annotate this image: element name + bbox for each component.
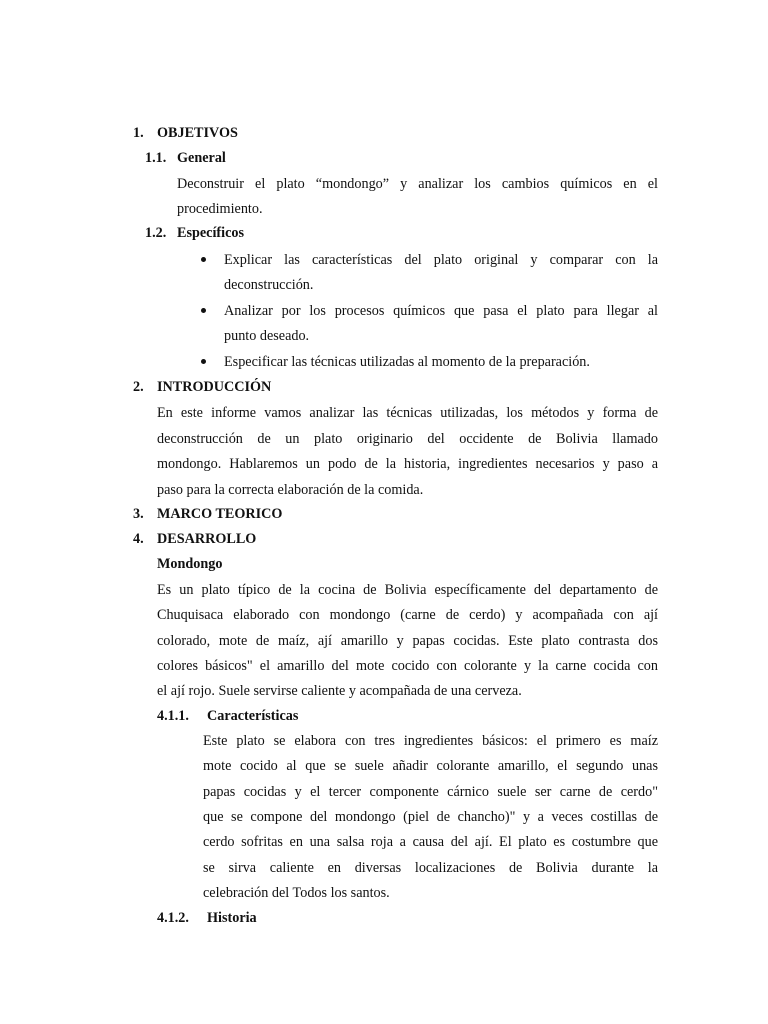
subheading-caracteristicas: Características (207, 708, 299, 724)
caracteristicas-text-line: mote cocido al que se suele añadir colorante amarillo, el segundo unas (203, 758, 658, 774)
caracteristicas-text-line: celebración del Todos los santos. (203, 885, 390, 901)
caracteristicas-text-line: cerdo sofritas en una salsa roja a causa del ají. El plato es costumbre que (203, 834, 658, 850)
heading-desarrollo-number: 4. (133, 531, 144, 547)
especifico-item-line: Explicar las características del plato original y comparar con la (224, 252, 658, 268)
subheading-especificos: Específicos (177, 225, 244, 241)
heading-objetivos-number: 1. (133, 125, 144, 141)
heading-objetivos: OBJETIVOS (157, 125, 238, 141)
especifico-item-line: deconstrucción. (224, 277, 314, 293)
heading-marco-teorico: MARCO TEORICO (157, 506, 283, 522)
subheading-historia-number: 4.1.2. (157, 910, 189, 926)
especifico-item-line: Especificar las técnicas utilizadas al momento de la preparación. (224, 354, 590, 370)
general-text-line: procedimiento. (177, 201, 263, 217)
introduccion-text-line: paso para la correcta elaboración de la comida. (157, 482, 424, 498)
introduccion-text-line: mondongo. Hablaremos un podo de la historia, ingredientes necesarios y paso a (157, 456, 658, 472)
introduccion-text-line: En este informe vamos analizar las técnicas utilizadas, los métodos y forma de (157, 405, 658, 421)
subheading-especificos-number: 1.2. (145, 225, 167, 241)
bullet-icon (201, 257, 206, 262)
caracteristicas-text-line: Este plato se elabora con tres ingredientes básicos: el primero es maíz (203, 733, 658, 749)
desarrollo-text-line: Es un plato típico de la cocina de Bolivia específicamente del departamento de (157, 582, 658, 598)
caracteristicas-text-line: papas cocidas y el tercer componente cárnico suele ser carne de cerdo" (203, 784, 658, 800)
desarrollo-text-line: colores básicos" el amarillo del mote cocido con colorante y la carne cocida con (157, 658, 658, 674)
heading-desarrollo: DESARROLLO (157, 531, 257, 547)
introduccion-text-line: deconstrucción de un plato originario del occidente de Bolivia llamado (157, 431, 658, 447)
heading-marco-number: 3. (133, 506, 144, 522)
desarrollo-text-line: colorado, mote de maíz, ají amarillo y papas cocidas. Este plato contrasta dos (157, 633, 658, 649)
caracteristicas-text-line: que se compone del mondongo (piel de chancho)" y a veces costillas de (203, 809, 658, 825)
subheading-mondongo: Mondongo (157, 556, 223, 572)
caracteristicas-text-line: se sirva caliente en diversas localizaciones de Bolivia durante la (203, 860, 658, 876)
bullet-icon (201, 359, 206, 364)
subheading-general-number: 1.1. (145, 150, 167, 166)
general-text-line: Deconstruir el plato “mondongo” y analizar los cambios químicos en el (177, 176, 658, 192)
subheading-general: General (177, 150, 226, 166)
desarrollo-text-line: el ají rojo. Suele servirse caliente y acompañada de una cerveza. (157, 683, 522, 699)
especifico-item-line: Analizar por los procesos químicos que pasa el plato para llegar al (224, 303, 658, 319)
heading-introduccion: INTRODUCCIÓN (157, 379, 272, 395)
heading-introduccion-number: 2. (133, 379, 144, 395)
subheading-historia: Historia (207, 910, 257, 926)
bullet-icon (201, 308, 206, 313)
especifico-item-line: punto deseado. (224, 328, 310, 344)
desarrollo-text-line: Chuquisaca elaborado con mondongo (carne de cerdo) y acompañada con ají (157, 607, 658, 623)
subheading-caracteristicas-number: 4.1.1. (157, 708, 189, 724)
